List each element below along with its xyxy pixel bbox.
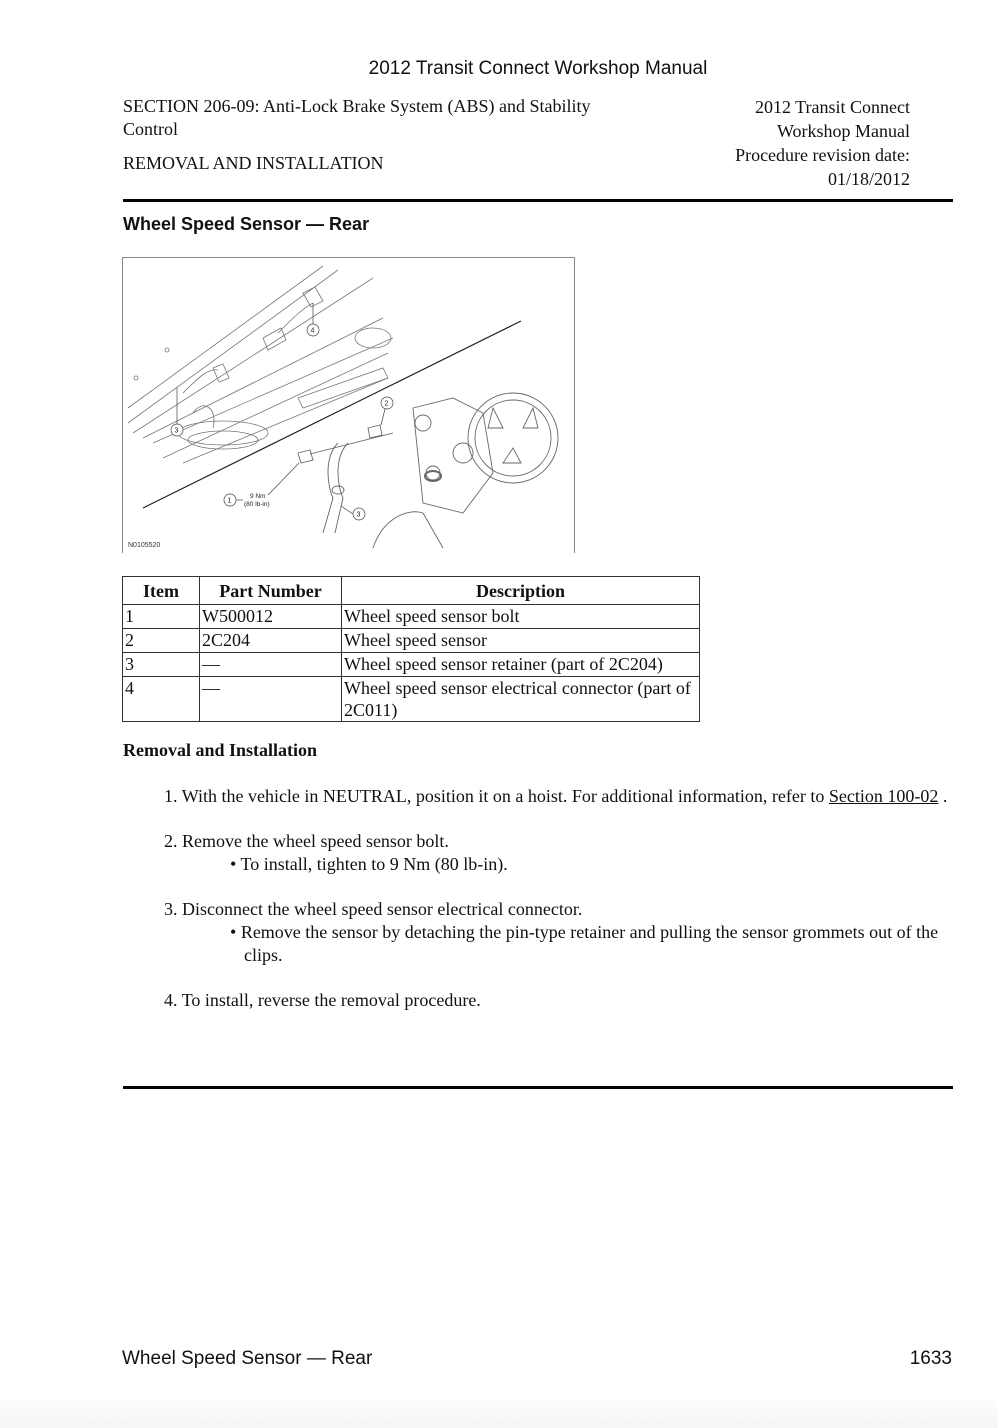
step-number: 4. [164,990,178,1010]
bullet-icon: • [230,854,241,874]
svg-text:4: 4 [310,327,315,335]
step-2 [164,830,954,876]
description-cell: Wheel speed sensor electrical connector (part of 2C011) [342,677,700,722]
description-cell: Wheel speed sensor [342,629,700,653]
item-cell: 1 [123,605,200,629]
manual-info [610,95,910,191]
table-header-row [123,577,700,605]
wheel-speed-sensor-illustration [123,258,574,553]
exploded-diagram [122,257,575,553]
item-cell: 4 [123,677,200,722]
part-number-cell: — [200,653,342,677]
svg-text:3: 3 [356,511,361,519]
column-header-description: Description [342,577,700,605]
part-number-cell: — [200,677,342,722]
revision-date: 01/18/2012 [827,169,910,189]
step-text: Remove the wheel speed sensor bolt. [182,831,449,851]
table-row [123,605,700,629]
step-number: 1. [164,786,178,806]
step-text: With the vehicle in NEUTRAL, position it on a hoist. For additional information, refer to [181,786,829,806]
procedure-steps [164,785,954,1034]
step-3 [164,898,954,967]
svg-text:3: 3 [174,427,179,435]
step-number: 2. [164,831,178,851]
item-cell: 3 [123,653,200,677]
step-number: 3. [164,899,178,919]
running-header: 2012 Transit Connect Workshop Manual [368,58,708,79]
procedure-type: REMOVAL AND INSTALLATION [123,153,384,173]
step-text: To install, reverse the removal procedure. [181,990,481,1010]
description-cell: Wheel speed sensor bolt [342,605,700,629]
table-row [123,653,700,677]
page-number: 1633 [909,1348,952,1369]
manual-line-2: Workshop Manual [776,121,910,141]
svg-text:1: 1 [227,497,232,505]
column-header-part-number: Part Number [200,577,342,605]
page-title: Wheel Speed Sensor — Rear [123,214,370,234]
section-line-1: SECTION 206-09: Anti-Lock Brake System (ABS) and Stability [123,96,591,116]
content-end-divider [123,1086,953,1089]
parts-table [122,576,700,722]
part-number-cell: 2C204 [200,629,342,653]
bullet-icon: • [230,922,241,942]
section-title [123,95,683,141]
manual-line-1: 2012 Transit Connect [754,97,910,117]
svg-text:(80 lb-in): (80 lb-in) [244,501,270,508]
part-number-cell: W500012 [200,605,342,629]
step-text: Disconnect the wheel speed sensor electrical connector. [182,899,583,919]
section-100-02-link[interactable]: Section 100-02 [828,786,939,806]
step-2-note: • To install, tighten to 9 Nm (80 lb-in). [230,854,508,874]
revision-label: Procedure revision date: [735,145,910,165]
step-3-note: • Remove the sensor by detaching the pin-type retainer and pulling the sensor grommets out of the clips. [230,922,939,965]
step-4 [164,989,954,1012]
item-cell: 2 [123,629,200,653]
table-row [123,629,700,653]
table-row [123,677,700,722]
svg-text:2: 2 [384,400,389,408]
footer-title: Wheel Speed Sensor — Rear [122,1348,373,1369]
header-divider [123,199,953,202]
figure-id: N0105520 [128,542,161,549]
svg-text:9 Nm: 9 Nm [250,493,266,500]
step-1: 1. With the vehicle in NEUTRAL, position it on a hoist. For additional information, refer to Section 100-02 . [164,786,948,806]
section-line-2: Control [123,119,179,139]
column-header-item: Item [123,577,200,605]
description-cell: Wheel speed sensor retainer (part of 2C204) [342,653,700,677]
removal-installation-heading: Removal and Installation [123,740,318,760]
